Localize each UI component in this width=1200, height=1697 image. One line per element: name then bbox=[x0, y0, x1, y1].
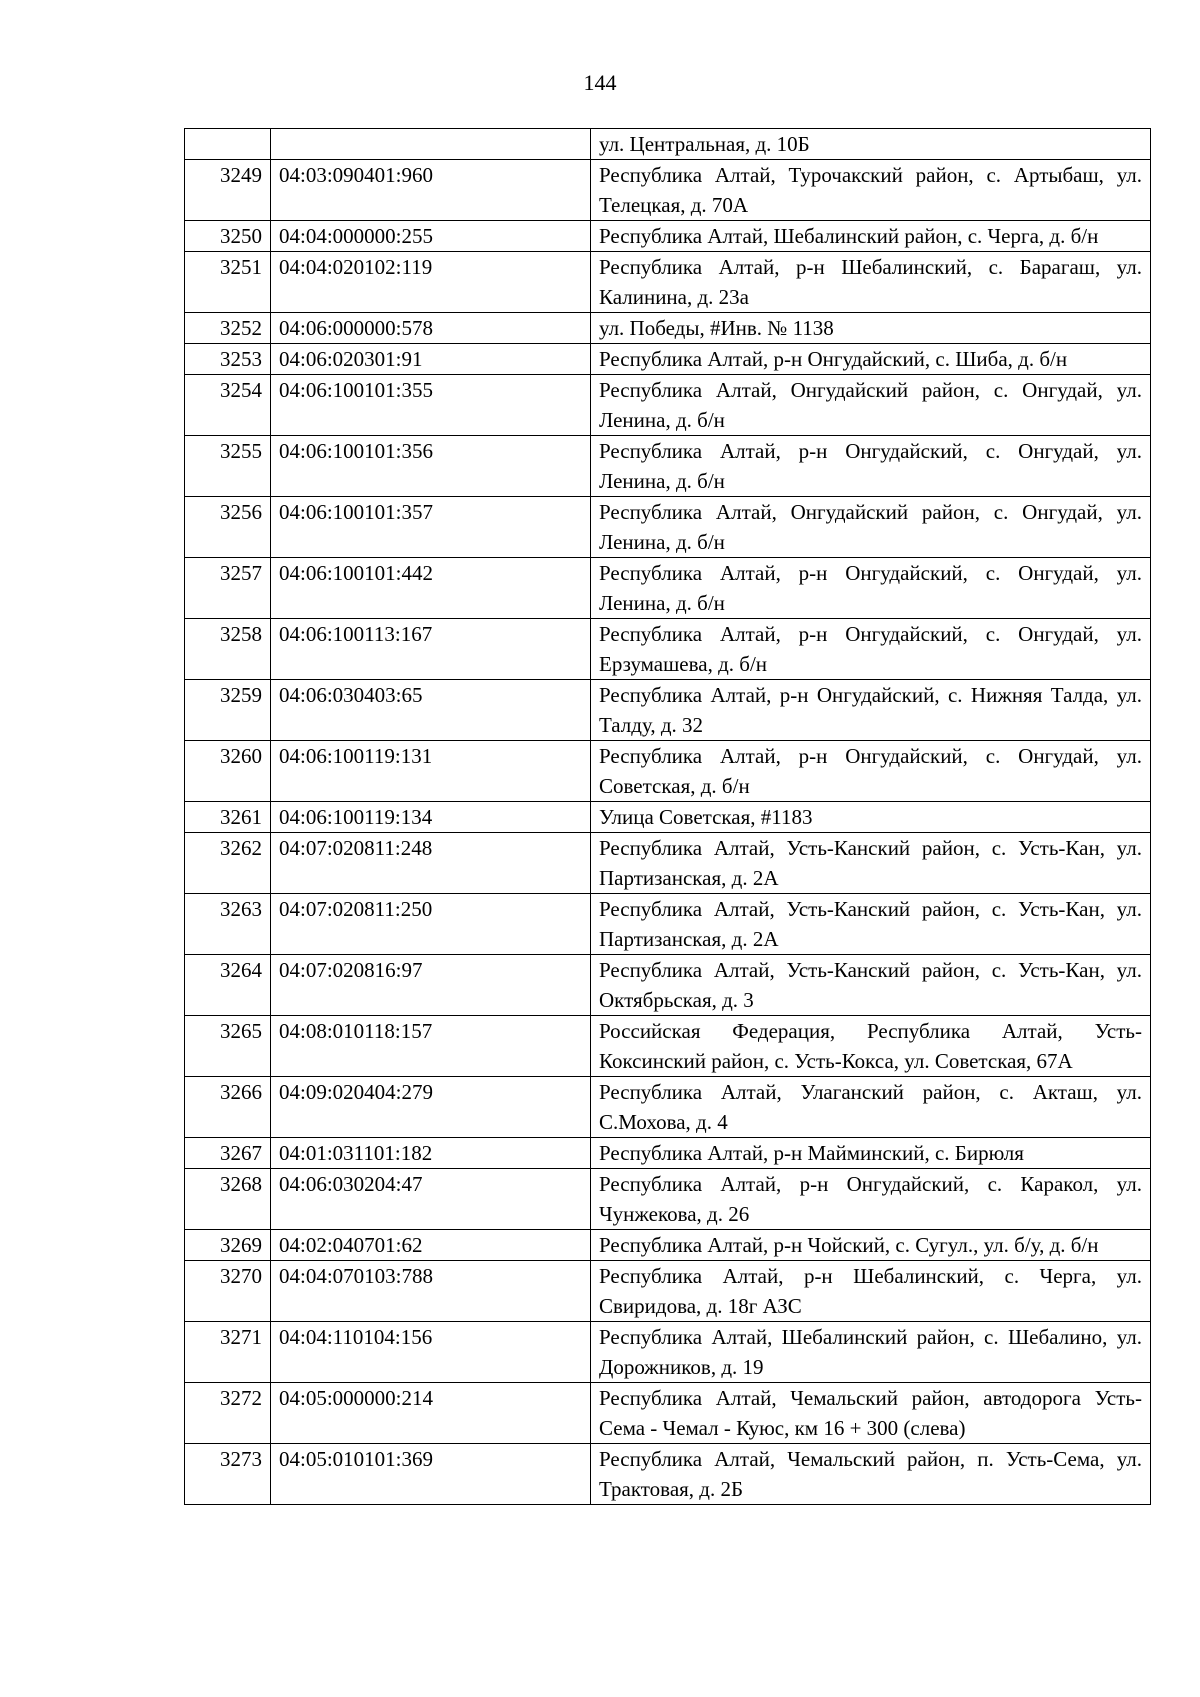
registry-table-body bbox=[185, 129, 1151, 1505]
cadastral-number: 04:04:070103:788 bbox=[271, 1261, 591, 1322]
table-row bbox=[185, 1230, 1151, 1261]
row-number: 3250 bbox=[185, 221, 271, 252]
address: Республика Алтай, р-н Шебалинский, с. Черга, ул. Свиридова, д. 18г АЗС bbox=[591, 1261, 1151, 1322]
address: Республика Алтай, Шебалинский район, с. Черга, д. б/н bbox=[591, 221, 1151, 252]
table-row bbox=[185, 1383, 1151, 1444]
cadastral-number: 04:06:100101:442 bbox=[271, 558, 591, 619]
cadastral-number: 04:06:030403:65 bbox=[271, 680, 591, 741]
table-row bbox=[185, 221, 1151, 252]
row-number: 3254 bbox=[185, 375, 271, 436]
row-number bbox=[185, 129, 271, 160]
table-row bbox=[185, 619, 1151, 680]
cadastral-number: 04:02:040701:62 bbox=[271, 1230, 591, 1261]
cadastral-number: 04:06:100113:167 bbox=[271, 619, 591, 680]
address: Республика Алтай, Шебалинский район, с. Шебалино, ул. Дорожников, д. 19 bbox=[591, 1322, 1151, 1383]
cadastral-number bbox=[271, 129, 591, 160]
row-number: 3261 bbox=[185, 802, 271, 833]
row-number: 3258 bbox=[185, 619, 271, 680]
row-number: 3270 bbox=[185, 1261, 271, 1322]
address: Республика Алтай, р-н Чойский, с. Сугул., ул. б/у, д. б/н bbox=[591, 1230, 1151, 1261]
cadastral-number: 04:06:020301:91 bbox=[271, 344, 591, 375]
cadastral-number: 04:06:100101:356 bbox=[271, 436, 591, 497]
cadastral-number: 04:05:010101:369 bbox=[271, 1444, 591, 1505]
address: Республика Алтай, р-н Онгудайский, с. Онгудай, ул. Советская, д. б/н bbox=[591, 741, 1151, 802]
cadastral-number: 04:07:020816:97 bbox=[271, 955, 591, 1016]
cadastral-number: 04:03:090401:960 bbox=[271, 160, 591, 221]
address: Республика Алтай, Чемальский район, автодорога Усть-Сема - Чемал - Куюс, км 16 + 300 (слева) bbox=[591, 1383, 1151, 1444]
registry-table bbox=[184, 128, 1151, 1505]
cadastral-number: 04:08:010118:157 bbox=[271, 1016, 591, 1077]
cadastral-number: 04:09:020404:279 bbox=[271, 1077, 591, 1138]
row-number: 3249 bbox=[185, 160, 271, 221]
table-row bbox=[185, 680, 1151, 741]
cadastral-number: 04:04:000000:255 bbox=[271, 221, 591, 252]
table-row bbox=[185, 894, 1151, 955]
address: Улица Советская, #1183 bbox=[591, 802, 1151, 833]
address: Российская Федерация, Республика Алтай, Усть-Коксинский район, с. Усть-Кокса, ул. Советская, 67А bbox=[591, 1016, 1151, 1077]
address: ул. Победы, #Инв. № 1138 bbox=[591, 313, 1151, 344]
row-number: 3259 bbox=[185, 680, 271, 741]
address: Республика Алтай, Турочакский район, с. Артыбаш, ул. Телецкая, д. 70А bbox=[591, 160, 1151, 221]
table-row bbox=[185, 1261, 1151, 1322]
row-number: 3271 bbox=[185, 1322, 271, 1383]
row-number: 3253 bbox=[185, 344, 271, 375]
cadastral-number: 04:06:030204:47 bbox=[271, 1169, 591, 1230]
table-row bbox=[185, 1322, 1151, 1383]
table-row bbox=[185, 955, 1151, 1016]
cadastral-number: 04:06:100119:131 bbox=[271, 741, 591, 802]
table-row bbox=[185, 1077, 1151, 1138]
address: Республика Алтай, р-н Онгудайский, с. Онгудай, ул. Ленина, д. б/н bbox=[591, 558, 1151, 619]
table-row bbox=[185, 802, 1151, 833]
address: Республика Алтай, Онгудайский район, с. Онгудай, ул. Ленина, д. б/н bbox=[591, 497, 1151, 558]
cadastral-number: 04:06:100119:134 bbox=[271, 802, 591, 833]
address: Республика Алтай, Усть-Канский район, с. Усть-Кан, ул. Партизанская, д. 2А bbox=[591, 833, 1151, 894]
row-number: 3251 bbox=[185, 252, 271, 313]
cadastral-number: 04:01:031101:182 bbox=[271, 1138, 591, 1169]
table-row bbox=[185, 1169, 1151, 1230]
address: Республика Алтай, Онгудайский район, с. Онгудай, ул. Ленина, д. б/н bbox=[591, 375, 1151, 436]
table-row bbox=[185, 160, 1151, 221]
row-number: 3255 bbox=[185, 436, 271, 497]
address: Республика Алтай, Чемальский район, п. Усть-Сема, ул. Трактовая, д. 2Б bbox=[591, 1444, 1151, 1505]
table-row bbox=[185, 833, 1151, 894]
table-row bbox=[185, 1138, 1151, 1169]
table-row bbox=[185, 741, 1151, 802]
row-number: 3260 bbox=[185, 741, 271, 802]
table-row bbox=[185, 375, 1151, 436]
row-number: 3263 bbox=[185, 894, 271, 955]
cadastral-number: 04:04:110104:156 bbox=[271, 1322, 591, 1383]
address: Республика Алтай, р-н Майминский, с. Бирюля bbox=[591, 1138, 1151, 1169]
table-row bbox=[185, 344, 1151, 375]
row-number: 3268 bbox=[185, 1169, 271, 1230]
table-row bbox=[185, 497, 1151, 558]
address: Республика Алтай, Улаганский район, с. Акташ, ул. С.Мохова, д. 4 bbox=[591, 1077, 1151, 1138]
cadastral-number: 04:06:000000:578 bbox=[271, 313, 591, 344]
row-number: 3269 bbox=[185, 1230, 271, 1261]
table-row bbox=[185, 252, 1151, 313]
address: ул. Центральная, д. 10Б bbox=[591, 129, 1151, 160]
table-row bbox=[185, 1016, 1151, 1077]
table-row bbox=[185, 436, 1151, 497]
address: Республика Алтай, р-н Шебалинский, с. Барагаш, ул. Калинина, д. 23а bbox=[591, 252, 1151, 313]
address: Республика Алтай, р-н Онгудайский, с. Онгудай, ул. Ленина, д. б/н bbox=[591, 436, 1151, 497]
cadastral-number: 04:07:020811:250 bbox=[271, 894, 591, 955]
row-number: 3262 bbox=[185, 833, 271, 894]
address: Республика Алтай, р-н Онгудайский, с. Каракол, ул. Чунжекова, д. 26 bbox=[591, 1169, 1151, 1230]
row-number: 3264 bbox=[185, 955, 271, 1016]
address: Республика Алтай, р-н Онгудайский, с. Шиба, д. б/н bbox=[591, 344, 1151, 375]
row-number: 3273 bbox=[185, 1444, 271, 1505]
table-row bbox=[185, 313, 1151, 344]
row-number: 3252 bbox=[185, 313, 271, 344]
table-row bbox=[185, 1444, 1151, 1505]
address: Республика Алтай, Усть-Канский район, с. Усть-Кан, ул. Партизанская, д. 2А bbox=[591, 894, 1151, 955]
row-number: 3267 bbox=[185, 1138, 271, 1169]
address: Республика Алтай, Усть-Канский район, с. Усть-Кан, ул. Октябрьская, д. 3 bbox=[591, 955, 1151, 1016]
cadastral-number: 04:07:020811:248 bbox=[271, 833, 591, 894]
row-number: 3272 bbox=[185, 1383, 271, 1444]
table-row bbox=[185, 129, 1151, 160]
cadastral-number: 04:04:020102:119 bbox=[271, 252, 591, 313]
table-row bbox=[185, 558, 1151, 619]
address: Республика Алтай, р-н Онгудайский, с. Нижняя Талда, ул. Талду, д. 32 bbox=[591, 680, 1151, 741]
page-number: 144 bbox=[583, 70, 617, 95]
cadastral-number: 04:06:100101:355 bbox=[271, 375, 591, 436]
address: Республика Алтай, р-н Онгудайский, с. Онгудай, ул. Ерзумашева, д. б/н bbox=[591, 619, 1151, 680]
row-number: 3256 bbox=[185, 497, 271, 558]
cadastral-number: 04:06:100101:357 bbox=[271, 497, 591, 558]
cadastral-number: 04:05:000000:214 bbox=[271, 1383, 591, 1444]
row-number: 3266 bbox=[185, 1077, 271, 1138]
row-number: 3265 bbox=[185, 1016, 271, 1077]
row-number: 3257 bbox=[185, 558, 271, 619]
